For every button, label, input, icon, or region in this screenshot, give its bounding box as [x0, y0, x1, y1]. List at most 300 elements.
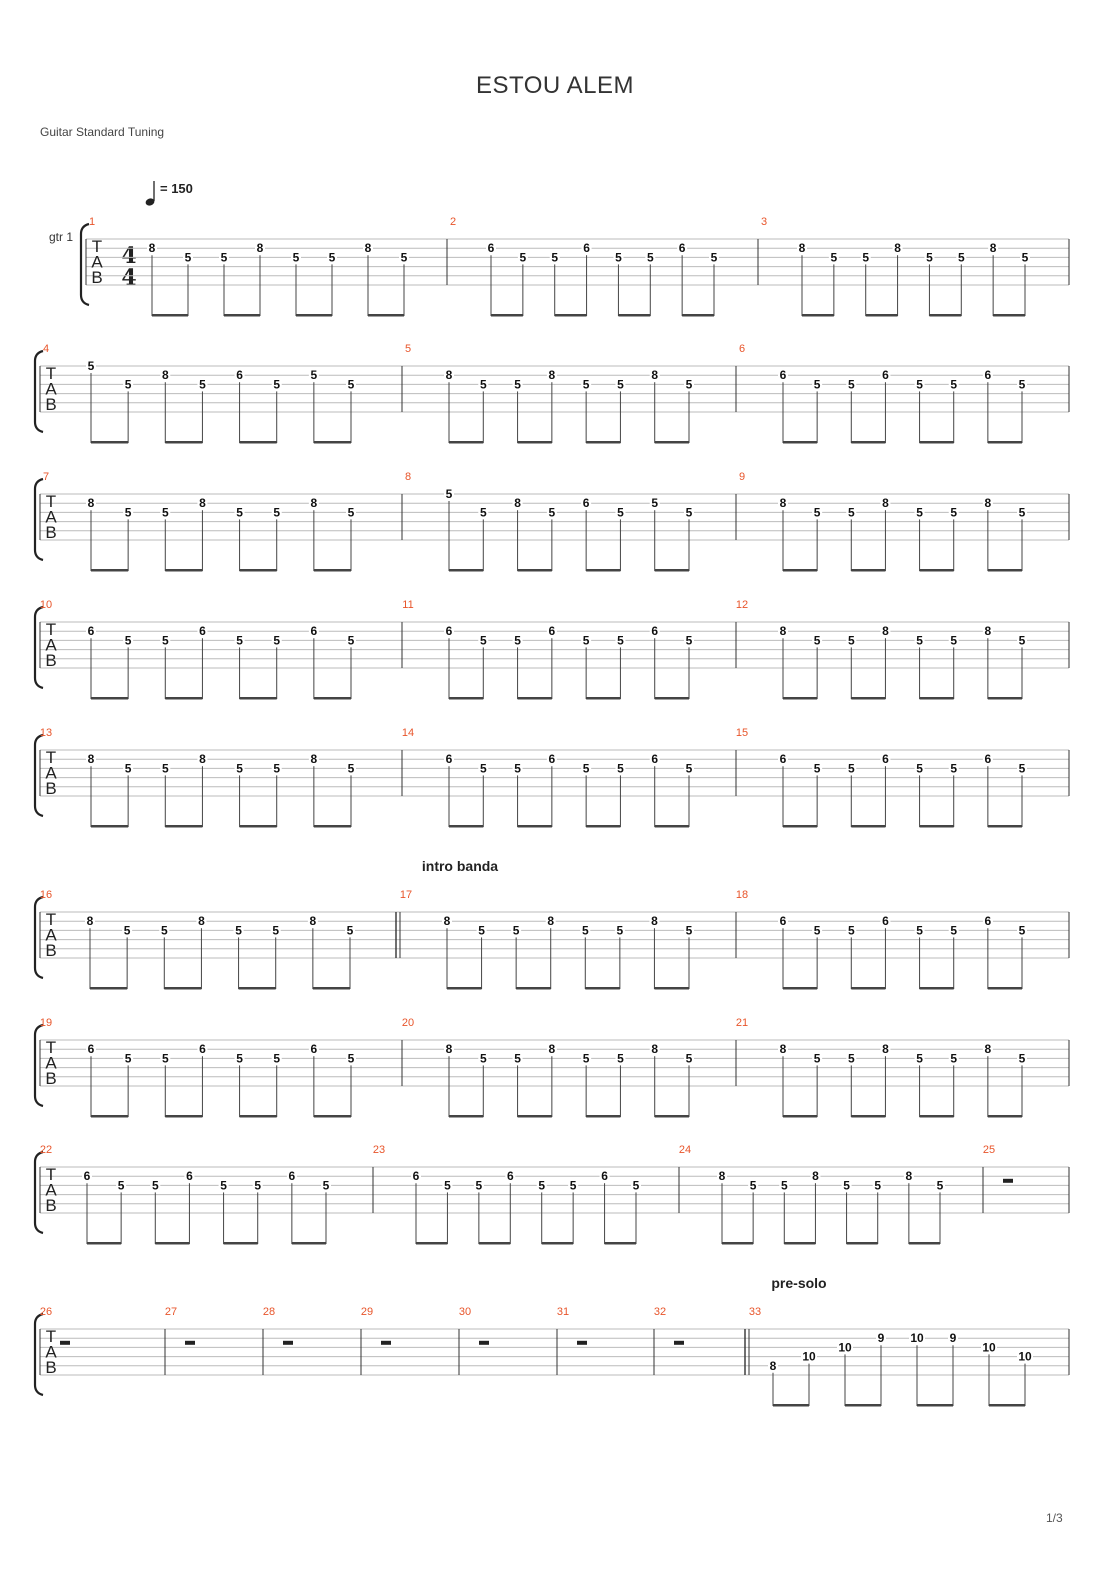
fret-number: 5 — [272, 923, 280, 938]
fret-number: 5 — [160, 923, 168, 938]
fret-number: 5 — [685, 923, 693, 938]
fret-number: 8 — [161, 368, 169, 383]
fret-number: 5 — [830, 250, 838, 265]
fret-number: 5 — [950, 923, 958, 938]
beam — [240, 697, 277, 700]
tab-clef-letter: T — [45, 748, 57, 767]
measure-number: 29 — [360, 1306, 374, 1318]
fret-number: 5 — [1018, 633, 1026, 648]
beam — [91, 441, 128, 444]
fret-number: 5 — [847, 1051, 855, 1066]
fret-number: 6 — [288, 1169, 296, 1184]
fret-number: 5 — [646, 250, 654, 265]
fret-number: 5 — [582, 1051, 590, 1066]
tab-clef-letter: B — [45, 651, 57, 670]
fret-number: 6 — [186, 1169, 193, 1184]
fret-number: 5 — [123, 923, 131, 938]
measure-number: 27 — [164, 1306, 178, 1318]
fret-number: 10 — [802, 1349, 816, 1364]
fret-number: 6 — [310, 1042, 318, 1057]
measure-number: 20 — [401, 1017, 415, 1029]
beam — [449, 825, 483, 828]
beam — [518, 697, 552, 700]
tab-clef-letter: T — [45, 620, 57, 639]
measure-number: 4 — [42, 343, 50, 355]
measure-number: 26 — [39, 1306, 53, 1318]
fret-number: 5 — [444, 1178, 451, 1193]
measure-number: 16 — [39, 889, 53, 901]
fret-number: 6 — [199, 1042, 206, 1057]
fret-number: 5 — [514, 377, 521, 392]
measure-number: 15 — [735, 727, 749, 739]
fret-number: 6 — [583, 241, 590, 256]
fret-number: 5 — [813, 633, 821, 648]
tab-clef-letter: B — [45, 1196, 57, 1215]
fret-number: 5 — [538, 1178, 546, 1193]
beam — [988, 569, 1022, 572]
beam — [909, 1242, 940, 1245]
beam — [993, 314, 1025, 317]
beam — [240, 825, 277, 828]
beam — [240, 441, 277, 444]
half-rest-icon — [283, 1341, 293, 1345]
measure-number: 9 — [738, 471, 746, 483]
fret-number: 5 — [310, 368, 318, 383]
fret-number: 8 — [443, 914, 451, 929]
fret-number: 5 — [582, 633, 590, 648]
fret-number: 8 — [445, 368, 453, 383]
beam — [783, 441, 817, 444]
fret-number: 5 — [862, 250, 870, 265]
beam — [783, 987, 817, 990]
fret-number: 5 — [582, 377, 590, 392]
beam — [586, 825, 620, 828]
fret-number: 8 — [905, 1169, 913, 1184]
fret-number: 5 — [843, 1178, 850, 1193]
track-label: gtr 1 — [49, 230, 74, 244]
beam — [989, 1404, 1025, 1407]
fret-number: 5 — [950, 377, 958, 392]
tab-clef-letter: T — [45, 1038, 57, 1057]
fret-number: 8 — [364, 241, 372, 256]
fret-number: 5 — [780, 1178, 788, 1193]
beam — [449, 1115, 483, 1118]
fret-number: 8 — [198, 914, 205, 929]
fret-number: 8 — [310, 752, 318, 767]
fret-number: 8 — [548, 1042, 556, 1057]
time-signature-bottom: 4 — [121, 265, 137, 291]
fret-number: 5 — [1018, 1051, 1026, 1066]
system-bracket — [35, 351, 43, 432]
measure-number: 21 — [735, 1017, 749, 1029]
tab-clef-letter: T — [45, 1165, 57, 1184]
beam — [314, 697, 351, 700]
fret-number: 5 — [117, 1178, 125, 1193]
beam — [655, 441, 689, 444]
fret-number: 10 — [982, 1340, 996, 1355]
fret-number: 5 — [847, 923, 855, 938]
beam — [542, 1242, 573, 1245]
fret-number: 6 — [412, 1169, 420, 1184]
beam — [605, 1242, 636, 1245]
fret-number: 5 — [950, 761, 958, 776]
tab-clef-letter: B — [45, 1069, 57, 1088]
tab-clef-letter: A — [45, 379, 57, 399]
fret-number: 5 — [512, 923, 520, 938]
fret-number: 5 — [161, 761, 169, 776]
tab-clef-letter: B — [91, 268, 103, 287]
fret-number: 8 — [651, 914, 658, 929]
fret-number: 5 — [926, 250, 933, 265]
fret-number: 5 — [847, 505, 855, 520]
measure-number: 23 — [372, 1144, 386, 1156]
tab-clef-letter: A — [45, 507, 57, 527]
fret-number: 8 — [309, 914, 317, 929]
fret-number: 5 — [124, 761, 132, 776]
fret-number: 5 — [87, 359, 95, 373]
beam — [416, 1242, 447, 1245]
fret-number: 5 — [950, 505, 958, 520]
fret-number: 8 — [148, 241, 156, 256]
beam — [292, 1242, 326, 1245]
beam — [313, 987, 350, 990]
fret-number: 8 — [445, 1042, 453, 1057]
tab-clef-letter: B — [45, 523, 57, 542]
beam — [783, 825, 817, 828]
tab-clef-letter: A — [45, 763, 57, 783]
fret-number: 5 — [161, 633, 169, 648]
fret-number: 5 — [1018, 761, 1026, 776]
fret-number: 5 — [347, 505, 355, 520]
fret-number: 5 — [124, 505, 132, 520]
fret-number: 5 — [916, 923, 923, 938]
fret-number: 5 — [346, 923, 354, 938]
fret-number: 5 — [813, 377, 821, 392]
fret-number: 5 — [874, 1178, 882, 1193]
beam — [479, 1242, 510, 1245]
fret-number: 6 — [487, 241, 495, 256]
fret-number: 6 — [548, 752, 556, 767]
measure-number: 5 — [404, 343, 412, 355]
beam — [155, 1242, 189, 1245]
fret-number: 5 — [124, 1051, 132, 1066]
fret-number: 8 — [984, 624, 992, 639]
fret-number: 5 — [479, 1051, 487, 1066]
fret-number: 5 — [236, 505, 243, 520]
fret-number: 5 — [151, 1178, 159, 1193]
beam — [449, 441, 483, 444]
beam — [165, 1115, 202, 1118]
tuning-label: Guitar Standard Tuning — [40, 125, 165, 139]
fret-number: 5 — [617, 377, 624, 392]
fret-number: 8 — [989, 241, 997, 256]
fret-number: 5 — [813, 1051, 821, 1066]
fret-number: 5 — [685, 505, 693, 520]
fret-number: 5 — [616, 923, 624, 938]
fret-number: 5 — [685, 761, 693, 776]
tab-clef-letter: T — [45, 910, 57, 929]
fret-number: 5 — [617, 1051, 624, 1066]
half-rest-icon — [381, 1341, 391, 1345]
beam — [851, 697, 885, 700]
fret-number: 5 — [813, 505, 821, 520]
beam — [682, 314, 714, 317]
fret-number: 5 — [199, 377, 206, 392]
fret-number: 6 — [882, 752, 889, 767]
fret-number: 5 — [478, 923, 485, 938]
beam — [784, 1242, 815, 1245]
beam — [586, 1115, 620, 1118]
beam — [851, 825, 885, 828]
fret-number: 5 — [749, 1178, 757, 1193]
beam — [988, 441, 1022, 444]
fret-number: 8 — [651, 1042, 659, 1057]
half-rest-icon — [1003, 1179, 1013, 1183]
beam — [518, 1115, 552, 1118]
measure-number: 6 — [738, 343, 746, 355]
time-signature-top: 4 — [121, 243, 137, 269]
fret-number: 5 — [124, 377, 132, 392]
beam — [783, 1115, 817, 1118]
beam — [851, 987, 885, 990]
beam — [296, 314, 332, 317]
fret-number: 6 — [83, 1169, 91, 1184]
fret-number: 5 — [514, 1051, 521, 1066]
fret-number: 5 — [651, 496, 659, 511]
beam — [152, 314, 188, 317]
beam — [920, 697, 954, 700]
tab-clef-letter: A — [45, 1342, 57, 1362]
fret-number: 5 — [847, 761, 855, 776]
fret-number: 5 — [710, 250, 718, 265]
fret-number: 5 — [220, 250, 228, 265]
fret-number: 5 — [916, 633, 923, 648]
tab-clef-letter: A — [45, 925, 57, 945]
fret-number: 5 — [617, 761, 624, 776]
fret-number: 5 — [936, 1178, 944, 1193]
fret-number: 9 — [949, 1331, 957, 1346]
fret-number: 5 — [950, 1051, 958, 1066]
fret-number: 8 — [718, 1169, 726, 1184]
system-bracket — [35, 897, 43, 978]
fret-number: 5 — [617, 505, 624, 520]
fret-number: 6 — [601, 1169, 608, 1184]
measure-number: 14 — [401, 727, 415, 739]
beam — [240, 569, 277, 572]
page-number: 1/3 — [1046, 1511, 1063, 1525]
beam — [239, 987, 276, 990]
fret-number: 5 — [916, 377, 923, 392]
beam — [988, 1115, 1022, 1118]
fret-number: 5 — [479, 761, 487, 776]
beam — [586, 569, 620, 572]
beam — [164, 987, 201, 990]
fret-number: 5 — [479, 633, 487, 648]
fret-number: 6 — [984, 368, 992, 383]
fret-number: 8 — [894, 241, 901, 256]
measure-number: 10 — [39, 599, 53, 611]
beam — [586, 441, 620, 444]
fret-number: 5 — [1021, 250, 1029, 265]
measure-number: 18 — [735, 889, 749, 901]
fret-number: 6 — [984, 752, 992, 767]
beam — [586, 697, 620, 700]
half-rest-icon — [60, 1341, 70, 1345]
beam — [518, 441, 552, 444]
fret-number: 5 — [569, 1178, 577, 1193]
fret-number: 5 — [514, 761, 521, 776]
half-rest-icon — [185, 1341, 195, 1345]
fret-number: 5 — [273, 1051, 281, 1066]
beam — [988, 697, 1022, 700]
fret-number: 5 — [475, 1178, 483, 1193]
beam — [240, 1115, 277, 1118]
beam — [917, 1404, 953, 1407]
measure-number: 1 — [88, 216, 96, 228]
fret-number: 6 — [651, 752, 659, 767]
fret-number: 6 — [236, 368, 243, 383]
fret-number: 5 — [347, 633, 355, 648]
beam — [920, 1115, 954, 1118]
beam — [314, 569, 351, 572]
fret-number: 5 — [617, 633, 624, 648]
beam — [988, 987, 1022, 990]
beam — [314, 1115, 351, 1118]
fret-number: 8 — [769, 1358, 777, 1373]
measure-number: 32 — [653, 1306, 667, 1318]
fret-number: 5 — [273, 505, 281, 520]
beam — [91, 825, 128, 828]
fret-number: 5 — [615, 250, 622, 265]
fret-number: 8 — [547, 914, 555, 929]
beam — [518, 825, 552, 828]
beam — [618, 314, 650, 317]
fret-number: 6 — [445, 624, 453, 639]
fret-number: 5 — [236, 761, 243, 776]
fret-number: 5 — [124, 633, 132, 648]
beam — [851, 441, 885, 444]
fret-number: 5 — [445, 487, 453, 501]
fret-number: 8 — [651, 368, 659, 383]
fret-number: 5 — [916, 761, 923, 776]
beam — [449, 569, 483, 572]
fret-number: 8 — [514, 496, 521, 511]
fret-number: 5 — [685, 1051, 693, 1066]
fret-number: 5 — [1018, 923, 1026, 938]
fret-number: 6 — [582, 496, 590, 511]
fret-number: 8 — [882, 1042, 889, 1057]
beam — [655, 697, 689, 700]
system-bracket — [35, 1025, 43, 1106]
tab-clef-letter: A — [45, 635, 57, 655]
fret-number: 10 — [1018, 1349, 1032, 1364]
beam — [165, 825, 202, 828]
fret-number: 9 — [877, 1331, 885, 1346]
system-bracket — [35, 607, 43, 688]
fret-number: 10 — [910, 1331, 924, 1346]
fret-number: 5 — [322, 1178, 330, 1193]
fret-number: 8 — [882, 624, 889, 639]
measure-number: 2 — [449, 216, 457, 228]
fret-number: 5 — [847, 633, 855, 648]
fret-number: 6 — [506, 1169, 514, 1184]
beam — [518, 569, 552, 572]
section-label: intro banda — [421, 858, 499, 874]
system-bracket — [35, 1314, 43, 1395]
fret-number: 5 — [347, 377, 355, 392]
beam — [314, 825, 351, 828]
measure-number: 22 — [39, 1144, 53, 1156]
fret-number: 5 — [1018, 377, 1026, 392]
fret-number: 5 — [581, 923, 589, 938]
fret-number: 6 — [548, 624, 556, 639]
beam — [851, 1115, 885, 1118]
beam — [783, 697, 817, 700]
beam — [920, 569, 954, 572]
song-title: ESTOU ALEM — [476, 72, 634, 99]
measure-number: 11 — [402, 599, 414, 611]
beam — [314, 441, 351, 444]
fret-number: 8 — [984, 496, 992, 511]
fret-number: 5 — [236, 1051, 243, 1066]
system-bracket — [35, 735, 43, 816]
fret-number: 8 — [798, 241, 806, 256]
beam — [655, 825, 689, 828]
fret-number: 5 — [254, 1178, 262, 1193]
system-bracket — [81, 224, 89, 305]
beam — [773, 1404, 809, 1407]
measure-number: 13 — [39, 727, 53, 739]
beam — [516, 987, 551, 990]
fret-number: 5 — [548, 505, 556, 520]
measure-number: 31 — [556, 1306, 570, 1318]
beam — [655, 569, 689, 572]
measure-number: 19 — [39, 1017, 53, 1029]
fret-number: 6 — [984, 914, 992, 929]
fret-number: 5 — [161, 1051, 169, 1066]
fret-number: 6 — [651, 624, 659, 639]
fret-number: 5 — [479, 505, 487, 520]
fret-number: 6 — [87, 624, 95, 639]
fret-number: 5 — [916, 1051, 923, 1066]
measure-number: 24 — [678, 1144, 692, 1156]
fret-number: 5 — [551, 250, 559, 265]
beam — [783, 569, 817, 572]
fret-number: 5 — [847, 377, 855, 392]
fret-number: 8 — [310, 496, 318, 511]
beam — [929, 314, 961, 317]
fret-number: 5 — [685, 377, 693, 392]
fret-number: 5 — [273, 633, 281, 648]
fret-number: 8 — [812, 1169, 819, 1184]
beam — [585, 987, 620, 990]
fret-number: 5 — [950, 633, 958, 648]
fret-number: 8 — [882, 496, 889, 511]
beam — [851, 569, 885, 572]
system-bracket — [35, 479, 43, 560]
fret-number: 5 — [347, 1051, 355, 1066]
tab-clef-letter: T — [45, 364, 57, 383]
beam — [165, 569, 202, 572]
beam — [655, 1115, 689, 1118]
fret-number: 8 — [87, 752, 95, 767]
fret-number: 5 — [235, 923, 242, 938]
fret-number: 6 — [445, 752, 453, 767]
measure-number: 28 — [262, 1306, 276, 1318]
measure-number: 8 — [404, 471, 412, 483]
beam — [368, 314, 404, 317]
fret-number: 5 — [916, 505, 923, 520]
